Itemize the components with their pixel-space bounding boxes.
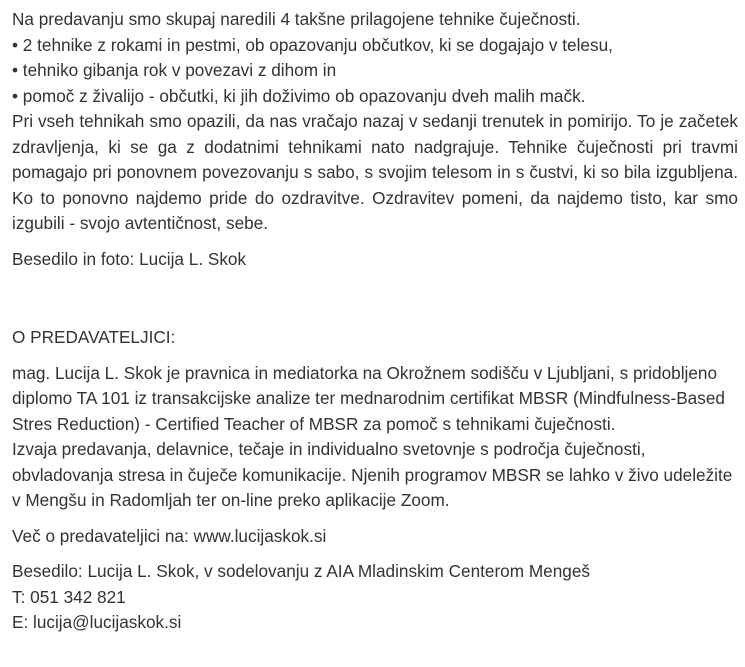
footer-phone[interactable]: T: 051 342 821 [12, 586, 126, 607]
about-bio-first: mag. Lucija L. Skok je pravnica in mediatorka na Okrožnem sodišču v Ljubljani, s pridobljeno diplomo TA 101 iz transakcijske analize ter mednarodnim certifikat MBSR (Mindfulness-Based Stres Reduction) - Certified Teacher of MBSR za pomoč s tehnikami čuječnosti. [12, 362, 725, 434]
about-bio-second: Izvaja predavanja, delavnice, tečaje in individualno svetovnje s področja čuječnosti, obvladovanja stresa in čuječe komunikacije. Njenih programov MBSR se lahko v živo udeležite v Mengšu in Radomljah ter on-line preko aplikacije Zoom. [12, 439, 733, 510]
photo-credit: Besedilo in foto: Lucija L. Skok [12, 248, 247, 269]
intro-lead: Na predavanju smo skupaj naredili 4 takšne prilagojene tehnike čuječnosti. [12, 9, 581, 29]
footer-email[interactable]: E: lucija@lucijaskok.si [12, 612, 182, 632]
footer-contact [12, 559, 738, 636]
about-more-link[interactable]: Več o predavateljici na: www.lucijaskok.si [12, 525, 327, 546]
intro-body-text: Pri vseh tehnikah smo opazili, da nas vračajo nazaj v sedanji trenutek in pomirijo. To je začetek zdravljenja, ki se ga z dodatnimi tehnikami nato nadgrajuje. Tehnike čuječnosti pri travmi pomagajo pri ponovnem povezovanju s sabo, s svojim telesom in s čustvi, ki so bila izgubljena. Ko to ponovno najdemo pride do ozdravitve. Ozdravitev pomeni, da najdemo tisto, kar smo izgubili - svojo avtentičnost, sebe. [12, 111, 738, 233]
article-body [12, 7, 738, 636]
intro-paragraph [12, 7, 738, 237]
about-heading: O PREDAVATELJICI: [12, 327, 176, 347]
intro-bullet-2: • tehniko gibanja rok v povezavi z dihom in [12, 60, 337, 80]
about-bio [12, 361, 738, 514]
intro-bullet-3: • pomoč z živalijo - občutki, ki jih doživimo ob opazovanju dveh malih mačk. [12, 85, 586, 106]
intro-bullet-1: • 2 tehnike z rokami in pestmi, ob opazovanju občutkov, ki se dogajajo v telesu, [12, 34, 613, 55]
footer-credit: Besedilo: Lucija L. Skok, v sodelovanju z AIA Mladinskim Centerom Mengeš [12, 561, 590, 581]
